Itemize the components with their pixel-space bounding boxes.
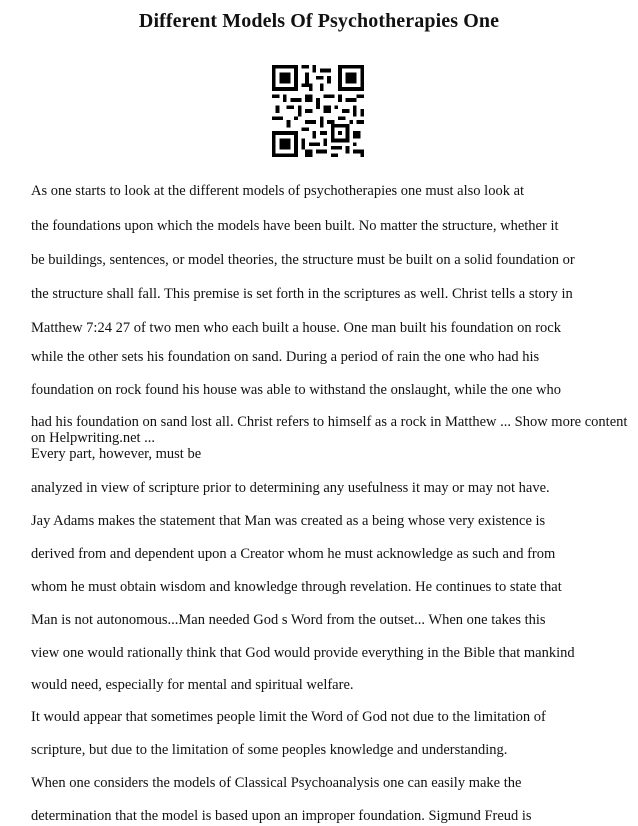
paragraph-line: derived from and dependent upon a Creator whom he must acknowledge as such and from [31, 546, 556, 562]
paragraph-line: analyzed in view of scripture prior to determining any usefulness it may or may not have. [31, 480, 550, 496]
paragraph-line: the foundations upon which the models have been built. No matter the structure, whether it [31, 218, 559, 234]
paragraph-line: had his foundation on sand lost all. Christ refers to himself as a rock in Matthew ... Show more content [31, 414, 628, 430]
paragraph-line: scripture, but due to the limitation of some peoples knowledge and understanding. [31, 742, 508, 758]
paragraph-line: Man is not autonomous...Man needed God s Word from the outset... When one takes this [31, 612, 546, 628]
paragraph-line: the structure shall fall. This premise is set forth in the scriptures as well. Christ tells a story in [31, 286, 573, 302]
paragraph-line: Every part, however, must be [31, 446, 202, 462]
paragraph-line: Jay Adams makes the statement that Man was created as a being whose very existence is [31, 513, 546, 529]
paragraph-line: It would appear that sometimes people limit the Word of God not due to the limitation of [31, 709, 546, 725]
paragraph-line: When one considers the models of Classical Psychoanalysis one can easily make the [31, 775, 522, 791]
paragraph-line: Matthew 7:24 27 of two men who each built a house. One man built his foundation on rock [31, 320, 561, 336]
qr-code [272, 65, 364, 157]
more-content-line: on Helpwriting.net ... [31, 430, 156, 446]
paragraph-line: be buildings, sentences, or model theories, the structure must be built on a solid foundation or [31, 252, 575, 268]
paragraph-line: As one starts to look at the different models of psychotherapies one must also look at [31, 183, 525, 199]
paragraph-line: while the other sets his foundation on sand. During a period of rain the one who had his [31, 349, 540, 365]
paragraph-line: foundation on rock found his house was able to withstand the onslaught, while the one who [31, 382, 561, 398]
page-title: Different Models Of Psychotherapies One [138, 10, 500, 32]
paragraph-line: whom he must obtain wisdom and knowledge through revelation. He continues to state that [31, 579, 562, 595]
paragraph-line: determination that the model is based upon an improper foundation. Sigmund Freud is [31, 808, 532, 824]
paragraph-line: would need, especially for mental and spiritual welfare. [31, 677, 354, 693]
paragraph-line: view one would rationally think that God would provide everything in the Bible that mankind [31, 645, 575, 661]
